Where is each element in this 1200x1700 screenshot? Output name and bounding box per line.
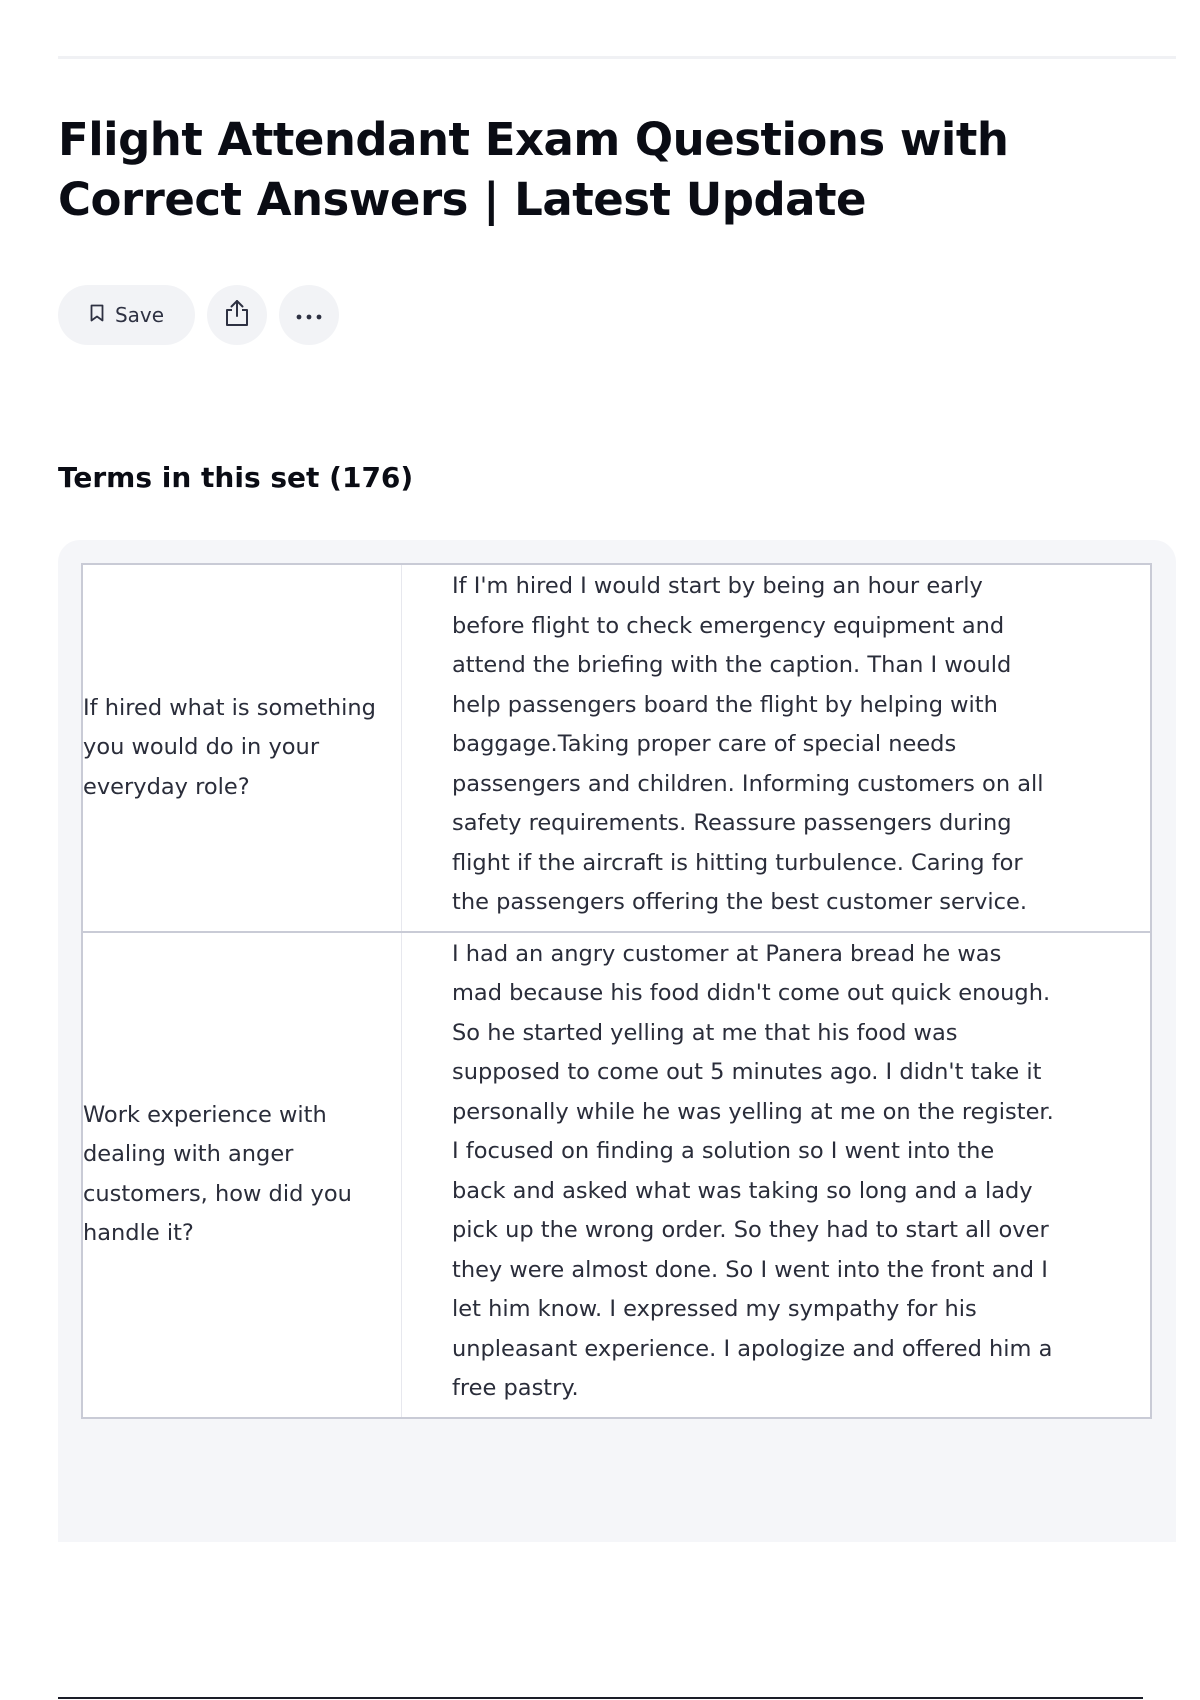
action-bar <box>58 285 339 345</box>
top-divider <box>58 56 1176 59</box>
term-row <box>83 931 1150 1417</box>
term-text: Work experience with dealing with anger customers, how did you handle it? <box>83 1101 352 1246</box>
definition-text: I had an angry customer at Panera bread he was mad because his food didn't come out quick enough. So he started yelling at me that his food was supposed to come out 5 minutes ago. I didn't take it personally while he was yelling at me on the register. I focused on finding a solution so I went into the back and asked what was taking so long and a lady pick up the wrong order. So they had to start all over they were almost done. So I went into the front and I let him know. I expressed my sympathy for his unpleasant experience. I apologize and offered him a free pastry. <box>452 940 1054 1401</box>
term-text: If hired what is something you would do in your everyday role? <box>83 694 376 800</box>
more-options-button[interactable] <box>279 285 339 345</box>
bookmark-icon <box>89 303 105 327</box>
terms-table <box>81 563 1152 1419</box>
save-button[interactable] <box>58 285 195 345</box>
page-title: Flight Attendant Exam Questions with Correct Answers | Latest Update <box>58 113 1009 226</box>
term-cell <box>83 933 402 1417</box>
save-button-label: Save <box>114 303 165 327</box>
share-icon <box>223 298 251 332</box>
term-cell <box>83 565 402 931</box>
term-row <box>83 565 1150 931</box>
bottom-divider <box>58 1697 1143 1699</box>
more-horizontal-icon <box>294 306 324 325</box>
share-button[interactable] <box>207 285 267 345</box>
terms-heading: Terms in this set (176) <box>58 461 414 494</box>
definition-text: If I'm hired I would start by being an hour early before flight to check emergency equipment and attend the briefing with the caption. Than I would help passengers board the flight by helping with baggage.Taking proper care of special needs passengers and children. Informing customers on all safety requirements. Reassure passengers during flight if the aircraft is hitting turbulence. Caring for the passengers offering the best customer service. <box>452 573 1044 915</box>
